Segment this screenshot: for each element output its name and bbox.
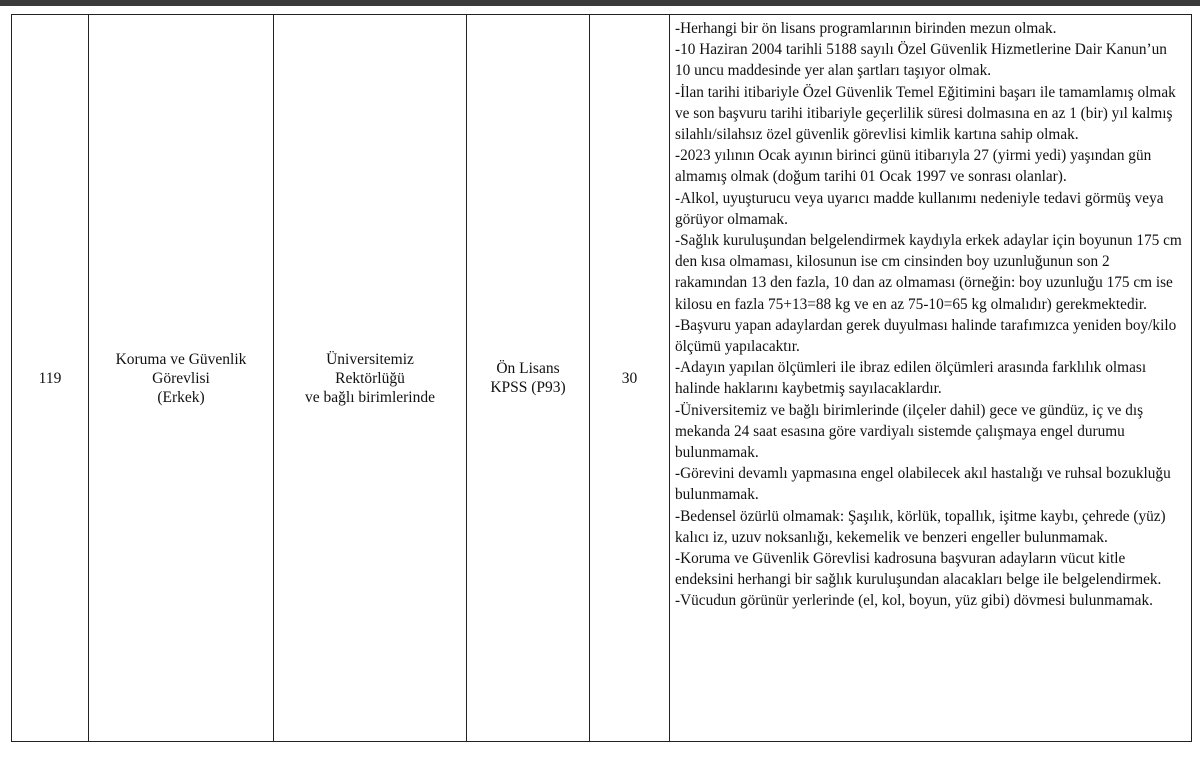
exam-score-type: KPSS (P93) — [490, 379, 566, 396]
requirement-item: -10 Haziran 2004 tarihli 5188 sayılı Özel Güvenlik Hizmetlerine Dair Kanun’un 10 uncu maddesinde yer alan şartları taşıyor olmak. — [675, 41, 1167, 80]
requirement-item: -Bedensel özürlü olmamak: Şaşılık, körlük, topallık, işitme kaybı, çehrede (yüz) kalıcı iz, uzuv noksanlığı, kekemelik ve benzeri engeller bulunmamak. — [675, 507, 1166, 546]
requirement-item: -Sağlık kuruluşundan belgelendirmek kaydıyla erkek adaylar için boyunun 175 cm den kısa olmaması, kilosunun ise cm cinsinden boy uzunluğunun son 2 rakamından 13 den fazla, 10 dan az olmaması (örneğin: boy uzunluğu 175 cm ise kilosu en fazla 75+13=88 kg ve en az 75-10=65 kg olmalıdır) gerekmektedir. — [675, 232, 1182, 313]
quota-cell — [590, 15, 670, 742]
requirement-item: -2023 yılının Ocak ayının birinci günü itibarıyla 27 (yirmi yedi) yaşından gün almamış olmak (doğum tarihi 01 Ocak 1997 ve sonrası olanlar). — [675, 147, 1152, 186]
position-title-line: Görevlisi — [152, 369, 210, 387]
requirement-item: -Herhangi bir ön lisans programlarının birinden mezun olmak. — [675, 20, 1057, 37]
requirement-item: -İlan tarihi itibariyle Özel Güvenlik Temel Eğitimini başarı ile tamamlamış olmak ve son başvuru tarihi itibariyle geçerlilik süresi dolmasına en az 1 (bir) yıl kalmış silahlı/silahsız özel güvenlik görevlisi kimlik kartına sahip olmak. — [675, 83, 1176, 144]
requirement-item: -Görevini devamlı yapmasına engel olabilecek akıl hastalığı ve ruhsal bozukluğu bulunmamak. — [675, 465, 1171, 504]
position-title-line: (Erkek) — [157, 388, 205, 406]
requirement-item: -Koruma ve Güvenlik Görevlisi kadrosuna başvuran adayların vücut kitle endeksini herhangi bir sağlık kuruluşundan alacakları belge ile belgelendirmek. — [675, 550, 1162, 589]
education-level: Ön Lisans — [496, 360, 560, 377]
education-cell — [467, 15, 590, 742]
unit-line: Üniversitemiz — [326, 350, 414, 368]
row-number-cell — [12, 15, 89, 742]
unit-line: Rektörlüğü — [335, 369, 405, 387]
requirement-item: -Üniversitemiz ve bağlı birimlerinde (ilçeler dahil) gece ve gündüz, iç ve dış mekanda 24 saat esasına göre vardiyalı sistemde çalışmaya engel durumu bulunmamak. — [675, 401, 1144, 462]
top-edge-bar — [0, 0, 1200, 6]
requirement-item: -Vücudun görünür yerlerinde (el, kol, boyun, yüz gibi) dövmesi bulunmamak. — [675, 592, 1153, 610]
position-title-cell — [89, 15, 274, 742]
requirement-item: -Adayın yapılan ölçümleri ile ibraz edilen ölçümleri arasında farklılık olması halinde haklarını kaybetmiş sayılacaklardır. — [675, 359, 1147, 398]
requirements-cell — [670, 15, 1192, 742]
position-table — [11, 14, 1192, 742]
table-row — [12, 15, 1192, 742]
requirement-item: -Başvuru yapan adaylardan gerek duyulması halinde tarafımızca yeniden boy/kilo ölçümü yapılacaktır. — [675, 316, 1177, 356]
position-title-line: Koruma ve Güvenlik — [115, 350, 247, 368]
requirement-item: -Alkol, uyuşturucu veya uyarıcı madde kullanımı nedeniyle tedavi görmüş veya görüyor olmamak. — [675, 189, 1164, 228]
quota-count: 30 — [621, 369, 638, 387]
unit-line: ve bağlı birimlerinde — [305, 388, 435, 406]
unit-cell — [274, 15, 467, 742]
row-number: 119 — [38, 369, 62, 387]
